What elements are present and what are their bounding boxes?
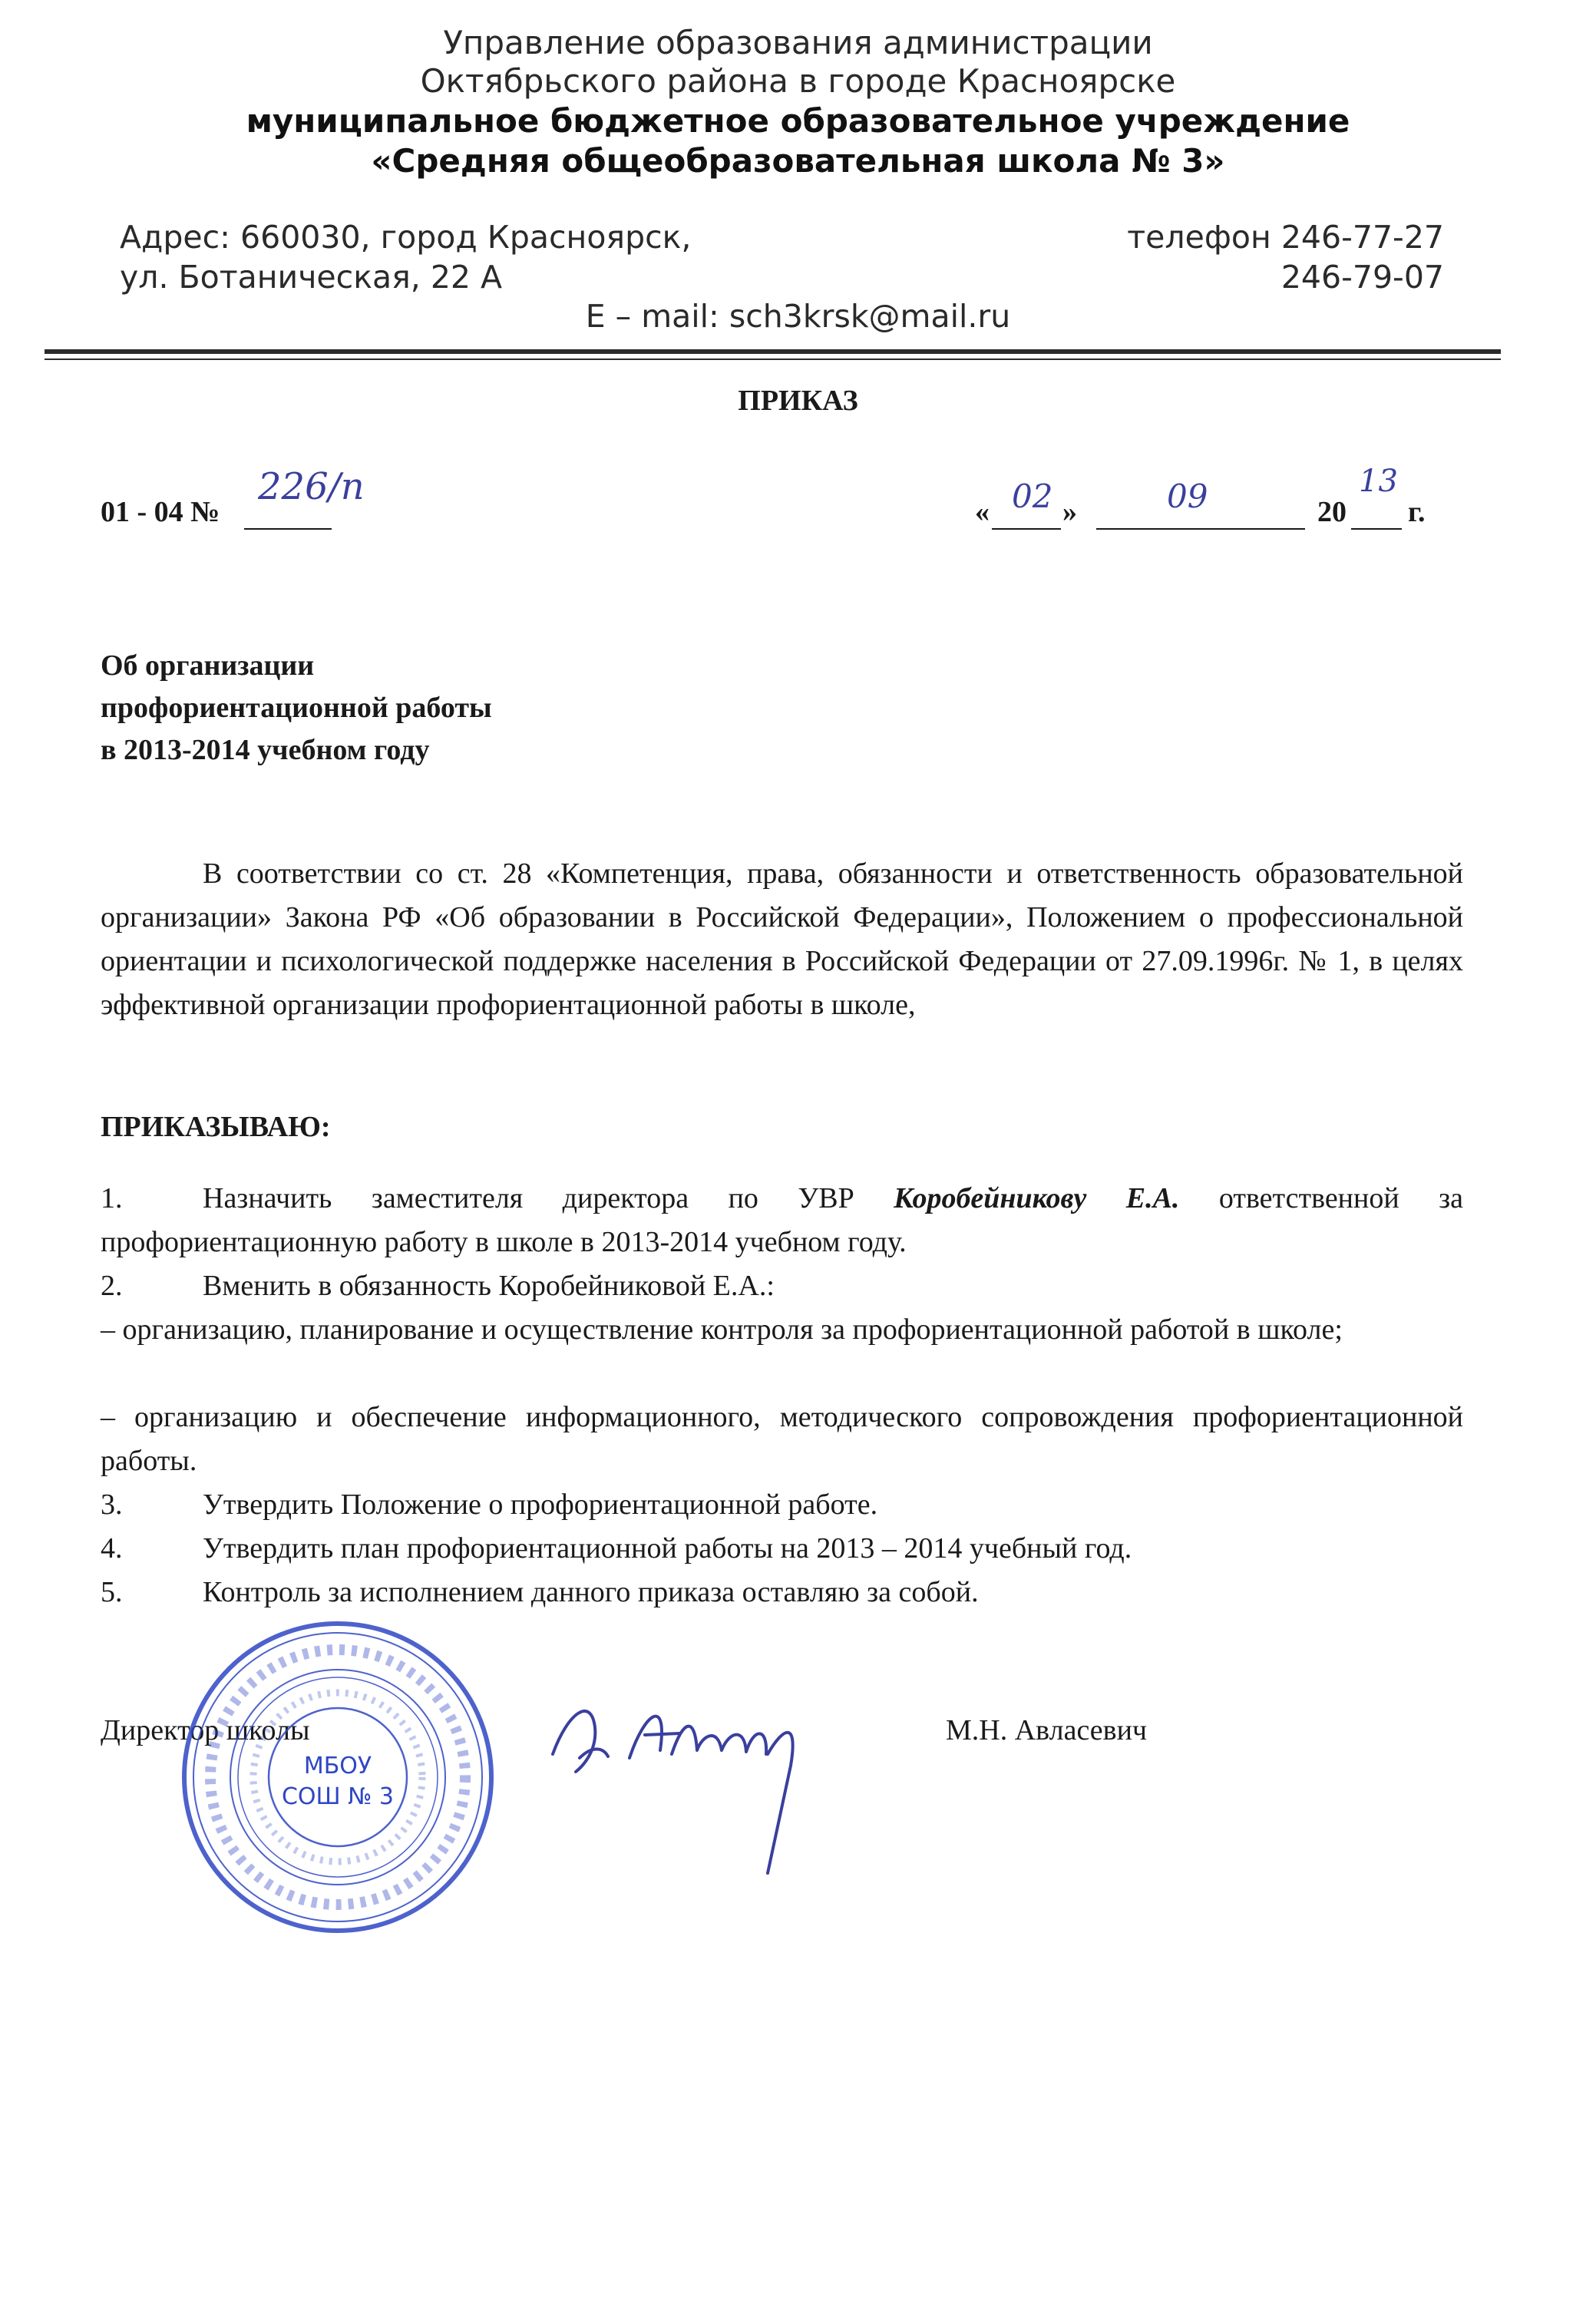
subject-line2: профориентационной работы [101,692,492,724]
signatory-name: М.Н. Авласевич [946,1714,1148,1746]
date-year-handwritten: 13 [1359,464,1398,499]
preamble-text: В соответствии со ст. 28 «Компетенция, права, обязанности и ответственность образовательной организации» Закона РФ «Об образовании в Российской Федерации», Положением о профессиональной ориентации и психологической поддержке населения в Российской Федерации от 27.09.1996г. № 1, в целях эффективной организации профориентационной работы в школе, [101,857,1463,1021]
round-seal-stamp [177,1616,499,1938]
responsible-person-name: Коробейникову Е.А. [894,1182,1180,1214]
subject-line1: Об организации [101,649,315,682]
date-close-quote: » [1062,496,1077,528]
order-item-4 [101,1527,1463,1571]
preamble-paragraph [101,852,1463,1027]
document-title: ПРИКАЗ [738,385,858,417]
order-number-prefix: 01 - 04 № [101,496,220,528]
item-number: 3. [101,1489,123,1521]
order-item-1 [101,1177,1463,1264]
order-item-5 [101,1571,1463,1614]
item-text: ответственной за профориентационную работу в школе в 2013-2014 учебном году. [101,1182,1463,1258]
letterhead-institution-line2: «Средняя общеобразовательная школа № 3» [371,142,1225,180]
date-year-prefix: 20 [1317,496,1347,528]
item-text: Контроль за исполнением данного приказа оставляю за собой. [203,1576,979,1608]
seal-center-line1: МБОУ [303,1753,372,1779]
order-number-underline [244,528,332,530]
date-year-end: г. [1408,496,1426,528]
item-number: 5. [101,1576,123,1608]
seal-center-line2: СОШ № 3 [281,1783,395,1810]
phone-line2: 246-79-07 [1280,259,1444,296]
email-line: E – mail: sch3krsk@mail.ru [585,298,1011,335]
order-subitem-2a: – организацию, планирование и осуществление контроля за профориентационной работой в школе; [101,1313,1343,1346]
item-text: Вменить в обязанность Коробейниковой Е.А.: [203,1270,775,1302]
letterhead-institution-line1: муниципальное бюджетное образовательное учреждение [246,102,1350,140]
signature-stroke [553,1711,595,1772]
date-month-underline [1096,528,1305,530]
order-item-3 [101,1483,1463,1527]
order-number-handwritten: 226/п [258,465,365,508]
signatory-position: Директор школы [101,1714,310,1746]
letterhead-authority-line1: Управление образования администрации [443,24,1153,61]
address-line1: Адрес: 660030, город Красноярск, [120,219,692,256]
address-line2: ул. Ботаническая, 22 А [120,259,503,296]
date-open-quote: « [975,496,990,528]
signature-stroke [768,1733,793,1873]
signature-stroke [580,1749,608,1758]
order-item-2 [101,1264,1463,1308]
item-number: 1. [101,1182,123,1214]
header-rule-thin [45,359,1501,360]
item-number: 2. [101,1270,123,1302]
order-subitem-2b: – организацию и обеспечение информационного, методического сопровождения профориентационной работы. [101,1401,1463,1477]
date-year-underline [1351,528,1402,530]
phone-line1: телефон 246-77-27 [1127,219,1444,256]
item-text: Утвердить Положение о профориентационной работе. [203,1489,878,1521]
order-word: ПРИКАЗЫВАЮ: [101,1111,331,1143]
item-number: 4. [101,1532,123,1565]
letterhead-authority-line2: Октябрьского района в городе Красноярске [420,62,1176,100]
signature-stroke [672,1726,766,1754]
date-day-underline [992,528,1061,530]
handwritten-signature [537,1681,821,1896]
subject-block [101,645,492,772]
date-day-handwritten: 02 [1012,477,1053,515]
date-month-handwritten: 09 [1167,477,1208,515]
header-rule-thick [45,349,1501,354]
item-text: Утвердить план профориентационной работы на 2013 – 2014 учебный год. [203,1532,1132,1565]
subject-line3: в 2013-2014 учебном году [101,734,430,766]
item-text: Назначить заместителя директора по УВР [203,1182,894,1214]
